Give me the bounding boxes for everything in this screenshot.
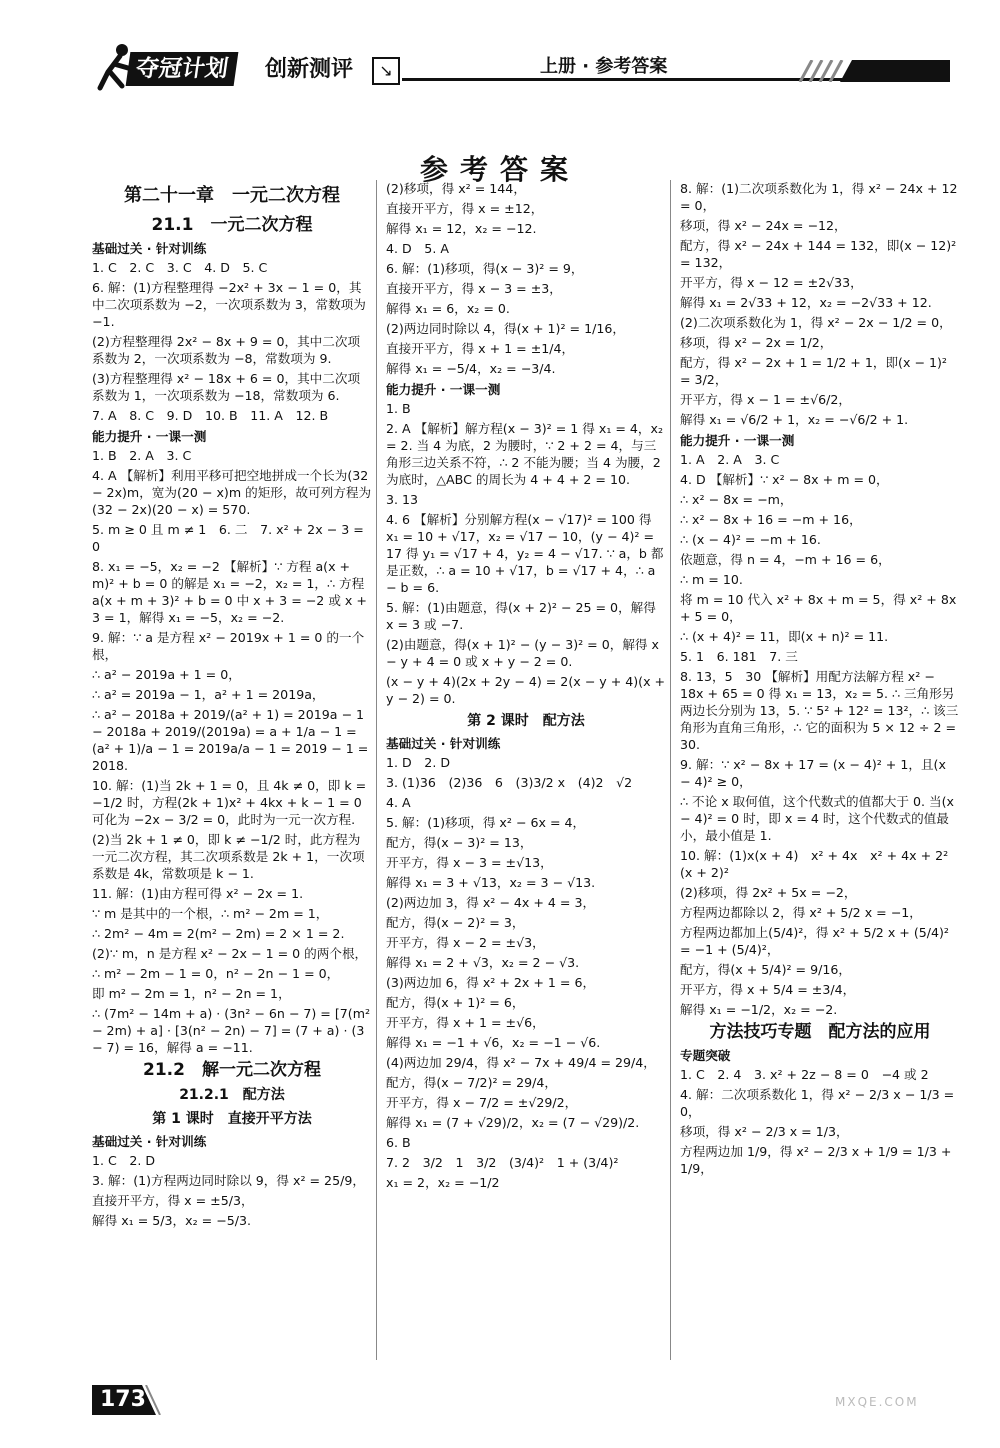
column-divider bbox=[670, 180, 671, 1360]
arrow-mark-icon: ↘ bbox=[372, 57, 400, 85]
answer-line: 10. 解：(1)当 2k + 1 = 0，且 4k ≠ 0，即 k = −1/2 时，方程(2k + 1)x² + 4kx + k − 1 = 0 可化为 −2x − 3/2 = 0，此时为一元一次方程. bbox=[92, 778, 371, 827]
answer-line: ∴ a² − 2019a + 1 = 0， bbox=[92, 667, 241, 682]
answer-line: x₁ = 2，x₂ = −1/2 bbox=[386, 1175, 500, 1190]
answer-line: ∴ 不论 x 取何值，这个代数式的值都大于 0. 当(x − 4)² = 0 时，即 x = 4 时，这个代数式的值最小，最小值是 1. bbox=[680, 794, 958, 843]
answer-line: 4. A 【解析】利用平移可把空地拼成一个长为(32 − 2x)m，宽为(20 − x)m 的矩形，故可列方程为(32 − 2x)(20 − x) = 570. bbox=[92, 468, 373, 517]
answer-line: ∴ (x + 4)² = 11，即(x + n)² = 11. bbox=[680, 629, 889, 644]
answer-line: 5. m ≥ 0 且 m ≠ 1 6. 二 7. x² + 2x − 3 = 0 bbox=[92, 522, 368, 554]
answer-line: 3. 13 bbox=[386, 492, 419, 507]
answer-line: 2. A 【解析】解方程(x − 3)² = 1 得 x₁ = 4，x₂ = 2. 当 4 为底，2 为腰时，∵ 2 + 2 = 4，与三角形三边关系不符，∴ 2 不能为腰；当 4 为腰，2 为底时，△ABC 的周长为 4 + 4 + 2 = 10. bbox=[386, 421, 668, 487]
answer-line: ∴ (x − 4)² = −m + 16. bbox=[680, 532, 821, 547]
answer-line: ∴ m = 10. bbox=[680, 572, 743, 587]
answer-line: 直接开平方，得 x = ±5/3， bbox=[92, 1193, 254, 1208]
answer-line: 配方，得(x − 7/2)² = 29/4， bbox=[386, 1075, 557, 1090]
answer-line: 6. 解：(1)移项，得(x − 3)² = 9， bbox=[386, 261, 584, 276]
answer-line: (3)方程整理得 x² − 18x + 6 = 0，其中二次项系数为 1，一次项系数为 −18，常数项为 6. bbox=[92, 371, 361, 403]
section-heading: 方法技巧专题 配方法的应用 bbox=[709, 1022, 931, 1042]
answer-line: (4)两边加 29/4，得 x² − 7x + 49/4 = 29/4， bbox=[386, 1055, 656, 1070]
answer-line: 8. x₁ = −5，x₂ = −2 【解析】∵ 方程 a(x + m)² + b = 0 的解是 x₁ = −2，x₂ = 1，∴ 方程 a(x + m + 3)² + b = 0 中 x + 3 = −2 或 x + 3 = 1，解得 x₁ = −5，x₂ = −2. bbox=[92, 559, 371, 625]
answer-line: 6. 解：(1)方程整理得 −2x² + 3x − 1 = 0，其中二次项系数为 −2，一次项系数为 3，常数项为 −1. bbox=[92, 280, 370, 329]
answer-line: 开平方，得 x − 7/2 = ±√29/2， bbox=[386, 1095, 578, 1110]
answer-line: 7. A 8. C 9. D 10. B 11. A 12. B bbox=[92, 408, 329, 423]
answer-line: 4. D 5. A bbox=[386, 241, 449, 256]
answer-line: ∴ a² − 2018a + 2019/(a² + 1) = 2019a − 1 − 2018a + 2019/(2019a) = a + 1/a − 1 = (a² + 1)/a − 1 = 2019a/a − 1 = 2019 − 1 = 2018. bbox=[92, 707, 373, 773]
answer-line: 解得 x₁ = (7 + √29)/2，x₂ = (7 − √29)/2. bbox=[386, 1115, 640, 1130]
answer-line: ∴ x² − 8x + 16 = −m + 16， bbox=[680, 512, 862, 527]
answer-line: (2)移项，得 x² = 144， bbox=[386, 181, 526, 196]
subsection-heading: 能力提升 · 一课一测 bbox=[386, 382, 501, 397]
answer-line: 开平方，得 x − 3 = ±√13， bbox=[386, 855, 553, 870]
answer-line: 依题意，得 n = 4，−m + 16 = 6， bbox=[680, 552, 891, 567]
answer-line: (3)两边加 6，得 x² + 2x + 1 = 6， bbox=[386, 975, 596, 990]
brand-subtitle: 创新测评 bbox=[265, 57, 354, 82]
answer-line: 3. (1)36 (2)36 6 (3)3/2 x (4)2 √2 bbox=[386, 775, 633, 790]
answer-line: 移项，得 x² − 2/3 x = 1/3， bbox=[680, 1124, 849, 1139]
answer-line: 直接开平方，得 x = ±12， bbox=[386, 201, 544, 216]
answer-line: 将 m = 10 代入 x² + 8x + m = 5，得 x² + 8x + 5 = 0， bbox=[680, 592, 961, 624]
answer-line: (2)当 2k + 1 ≠ 0，即 k ≠ −1/2 时，此方程为一元二次方程，其二次项系数是 2k + 1，一次项系数是 4k，常数项是 k − 1. bbox=[92, 832, 365, 881]
answer-line: 3. 解：(1)方程两边同时除以 9，得 x² = 25/9， bbox=[92, 1173, 365, 1188]
answer-line: 5. 1 6. 181 7. 三 bbox=[680, 649, 798, 664]
answer-line: 开平方，得 x + 1 = ±√6， bbox=[386, 1015, 545, 1030]
watermark: MXQE.COM bbox=[835, 1395, 919, 1409]
answer-line: 解得 x₁ = 6，x₂ = 0. bbox=[386, 301, 510, 316]
answer-line: (2)二次项系数化为 1，得 x² − 2x − 1/2 = 0， bbox=[680, 315, 952, 330]
subsection-heading: 能力提升 · 一课一测 bbox=[680, 433, 795, 448]
answer-line: 解得 x₁ = 2 + √3，x₂ = 2 − √3. bbox=[386, 955, 580, 970]
section-heading: 第 2 课时 配方法 bbox=[467, 713, 585, 729]
answer-line: (2)∵ m，n 是方程 x² − 2x − 1 = 0 的两个根， bbox=[92, 946, 368, 961]
answer-line: 即 m² − 2m = 1，n² − 2n = 1， bbox=[92, 986, 291, 1001]
answer-line: 开平方，得 x − 12 = ±2√33， bbox=[680, 275, 863, 290]
answer-line: 解得 x₁ = −5/4，x₂ = −3/4. bbox=[386, 361, 556, 376]
section-heading: 21.2 解一元二次方程 bbox=[143, 1060, 321, 1080]
answer-line: 1. C 2. D bbox=[92, 1153, 156, 1168]
section-heading: 21.2.1 配方法 bbox=[179, 1087, 285, 1103]
answer-line: 方程两边都加上(5/4)²，得 x² + 5/2 x + (5/4)² = −1 + (5/4)²， bbox=[680, 925, 953, 957]
answer-line: 开平方，得 x − 2 = ±√3， bbox=[386, 935, 545, 950]
answer-line: 直接开平方，得 x + 1 = ±1/4， bbox=[386, 341, 575, 356]
answer-line: 4. D 【解析】∵ x² − 8x + m = 0， bbox=[680, 472, 889, 487]
answer-line: 4. 6 【解析】分别解方程(x − √17)² = 100 得 x₁ = 10 + √17，x₂ = √17 − 10，(y − 4)² = 17 得 y₁ = √17 + 4，y₂ = 4 − √17. ∵ a，b 都是正数，∴ a = 10 + √17，b = √17 + 4，∴ a − b = 6. bbox=[386, 512, 664, 595]
answer-line: 10. 解：(1)x(x + 4) x² + 4x x² + 4x + 2² (x + 2)² bbox=[680, 848, 961, 880]
answer-line: 8. 13，5 30 【解析】用配方法解方程 x² − 18x + 65 = 0 得 x₁ = 13，x₂ = 5. ∴ 三角形另两边长分别为 13，5. ∵ 5² + 12² = 13²，∴ 该三角形为直角三角形，∴ 它的面积为 5 × 12 ÷ 2 = 30. bbox=[680, 669, 961, 752]
answer-line: 1. A 2. A 3. C bbox=[680, 452, 780, 467]
answer-line: 直接开平方，得 x − 3 = ±3， bbox=[386, 281, 562, 296]
answer-column-2 bbox=[386, 180, 670, 1194]
answer-line: 解得 x₁ = 12，x₂ = −12. bbox=[386, 221, 537, 236]
answer-line: 11. 解：(1)由方程可得 x² − 2x = 1. bbox=[92, 886, 304, 901]
answer-line: (2)方程整理得 2x² − 8x + 9 = 0，其中二次项系数为 2，一次项系数为 −8，常数项为 9. bbox=[92, 334, 361, 366]
answer-line: 9. 解：∵ x² − 8x + 17 = (x − 4)² + 1，且(x − 4)² ≥ 0， bbox=[680, 757, 950, 789]
answer-line: (2)由题意，得(x + 1)² − (y − 3)² = 0，解得 x − y + 4 = 0 或 x + y − 2 = 0. bbox=[386, 637, 663, 669]
answer-line: 移项，得 x² − 24x = −12， bbox=[680, 218, 847, 233]
answer-line: 8. 解：(1)二次项系数化为 1，得 x² − 24x + 12 = 0， bbox=[680, 181, 962, 213]
answer-line: 方程两边都除以 2，得 x² + 5/2 x = −1， bbox=[680, 905, 922, 920]
subsection-heading: 能力提升 · 一课一测 bbox=[92, 429, 207, 444]
answer-column-3 bbox=[680, 180, 960, 1180]
answer-line: 4. 解：二次项系数化 1，得 x² − 2/3 x − 1/3 = 0， bbox=[680, 1087, 959, 1119]
answer-line: 5. 解：(1)移项，得 x² − 6x = 4， bbox=[386, 815, 586, 830]
answer-column-1 bbox=[92, 180, 375, 1232]
answer-line: ∴ (7m² − 14m + a) · (3n² − 6n − 7) = [7(m² − 2m) + a] · [3(n² − 2n) − 7] = (7 + a) · (3 − 7) = 16，解得 a = −11. bbox=[92, 1006, 375, 1055]
answer-line: 解得 x₁ = 2√33 + 12，x₂ = −2√33 + 12. bbox=[680, 295, 932, 310]
answer-line: 配方，得(x − 3)² = 13， bbox=[386, 835, 533, 850]
page-number: 173 bbox=[100, 1387, 146, 1412]
answer-line: 方程两边加 1/9，得 x² − 2/3 x + 1/9 = 1/3 + 1/9， bbox=[680, 1144, 956, 1176]
answer-line: 配方，得(x − 2)² = 3， bbox=[386, 915, 525, 930]
answer-line: 解得 x₁ = −1/2，x₂ = −2. bbox=[680, 1002, 838, 1017]
section-heading: 第 1 课时 直接开平方法 bbox=[152, 1111, 312, 1127]
subsection-heading: 专题突破 bbox=[680, 1048, 731, 1063]
answer-line: 配方，得(x + 1)² = 6， bbox=[386, 995, 525, 1010]
section-heading: 第二十一章 一元二次方程 bbox=[124, 185, 340, 206]
answer-line: 解得 x₁ = 3 + √13，x₂ = 3 − √13. bbox=[386, 875, 596, 890]
answer-line: ∴ a² = 2019a − 1，a² + 1 = 2019a， bbox=[92, 687, 325, 702]
section-heading: 21.1 一元二次方程 bbox=[151, 215, 313, 235]
answer-line: ∴ 2m² − 4m = 2(m² − 2m) = 2 × 1 = 2. bbox=[92, 926, 345, 941]
answer-line: 开平方，得 x + 5/4 = ±3/4， bbox=[680, 982, 856, 997]
answer-line: 解得 x₁ = √6/2 + 1，x₂ = −√6/2 + 1. bbox=[680, 412, 909, 427]
answer-line: (2)两边同时除以 4，得(x + 1)² = 1/16， bbox=[386, 321, 625, 336]
subsection-heading: 基础过关 · 针对训练 bbox=[386, 736, 501, 751]
answer-line: 1. D 2. D bbox=[386, 755, 451, 770]
answer-line: (x − y + 4)(2x + 2y − 4) = 2(x − y + 4)(x + y − 2) = 0. bbox=[386, 674, 670, 706]
answer-line: ∴ m² − 2m − 1 = 0，n² − 2n − 1 = 0， bbox=[92, 966, 340, 981]
answer-line: 开平方，得 x − 1 = ±√6/2， bbox=[680, 392, 851, 407]
answer-line: 解得 x₁ = −1 + √6，x₂ = −1 − √6. bbox=[386, 1035, 601, 1050]
answer-line: 移项，得 x² − 2x = 1/2， bbox=[680, 335, 833, 350]
subsection-heading: 基础过关 · 针对训练 bbox=[92, 1134, 207, 1149]
answer-line: 9. 解：∵ a 是方程 x² − 2019x + 1 = 0 的一个根， bbox=[92, 630, 365, 662]
answer-line: 1. B bbox=[386, 401, 411, 416]
answer-line: (2)移项，得 2x² + 5x = −2， bbox=[680, 885, 857, 900]
answer-line: 1. C 2. C 3. C 4. D 5. C bbox=[92, 260, 268, 275]
section-label: 上册 · 参考答案 bbox=[540, 56, 668, 77]
answer-line: 配方，得(x + 5/4)² = 9/16， bbox=[680, 962, 851, 977]
answer-line: 7. 2 3/2 1 3/2 (3/4)² 1 + (3/4)² bbox=[386, 1155, 619, 1170]
answer-line: ∴ x² − 8x = −m， bbox=[680, 492, 793, 507]
page-header bbox=[0, 0, 1000, 100]
brand-logo: 夺冠计划 bbox=[126, 52, 239, 86]
answer-line: 6. B bbox=[386, 1135, 411, 1150]
answer-line: ∵ m 是其中的一个根，∴ m² − 2m = 1， bbox=[92, 906, 329, 921]
page-title: 参考答案 bbox=[419, 153, 580, 186]
answer-line: 4. A bbox=[386, 795, 411, 810]
answer-line: (2)两边加 3，得 x² − 4x + 4 = 3， bbox=[386, 895, 596, 910]
answer-line: 1. C 2. 4 3. x² + 2z − 8 = 0 −4 或 2 bbox=[680, 1067, 929, 1082]
answer-line: 1. B 2. A 3. C bbox=[92, 448, 192, 463]
answer-line: 解得 x₁ = 5/3，x₂ = −5/3. bbox=[92, 1213, 251, 1228]
stripes-decoration-icon bbox=[790, 60, 950, 82]
subsection-heading: 基础过关 · 针对训练 bbox=[92, 241, 207, 256]
column-divider bbox=[376, 180, 377, 1360]
answer-line: 配方，得 x² − 24x + 144 = 132，即(x − 12)² = 132， bbox=[680, 238, 961, 270]
answer-line: 配方，得 x² − 2x + 1 = 1/2 + 1，即(x − 1)² = 3/2， bbox=[680, 355, 951, 387]
answer-line: 5. 解：(1)由题意，得(x + 2)² − 25 = 0，解得 x = 3 或 −7. bbox=[386, 600, 660, 632]
